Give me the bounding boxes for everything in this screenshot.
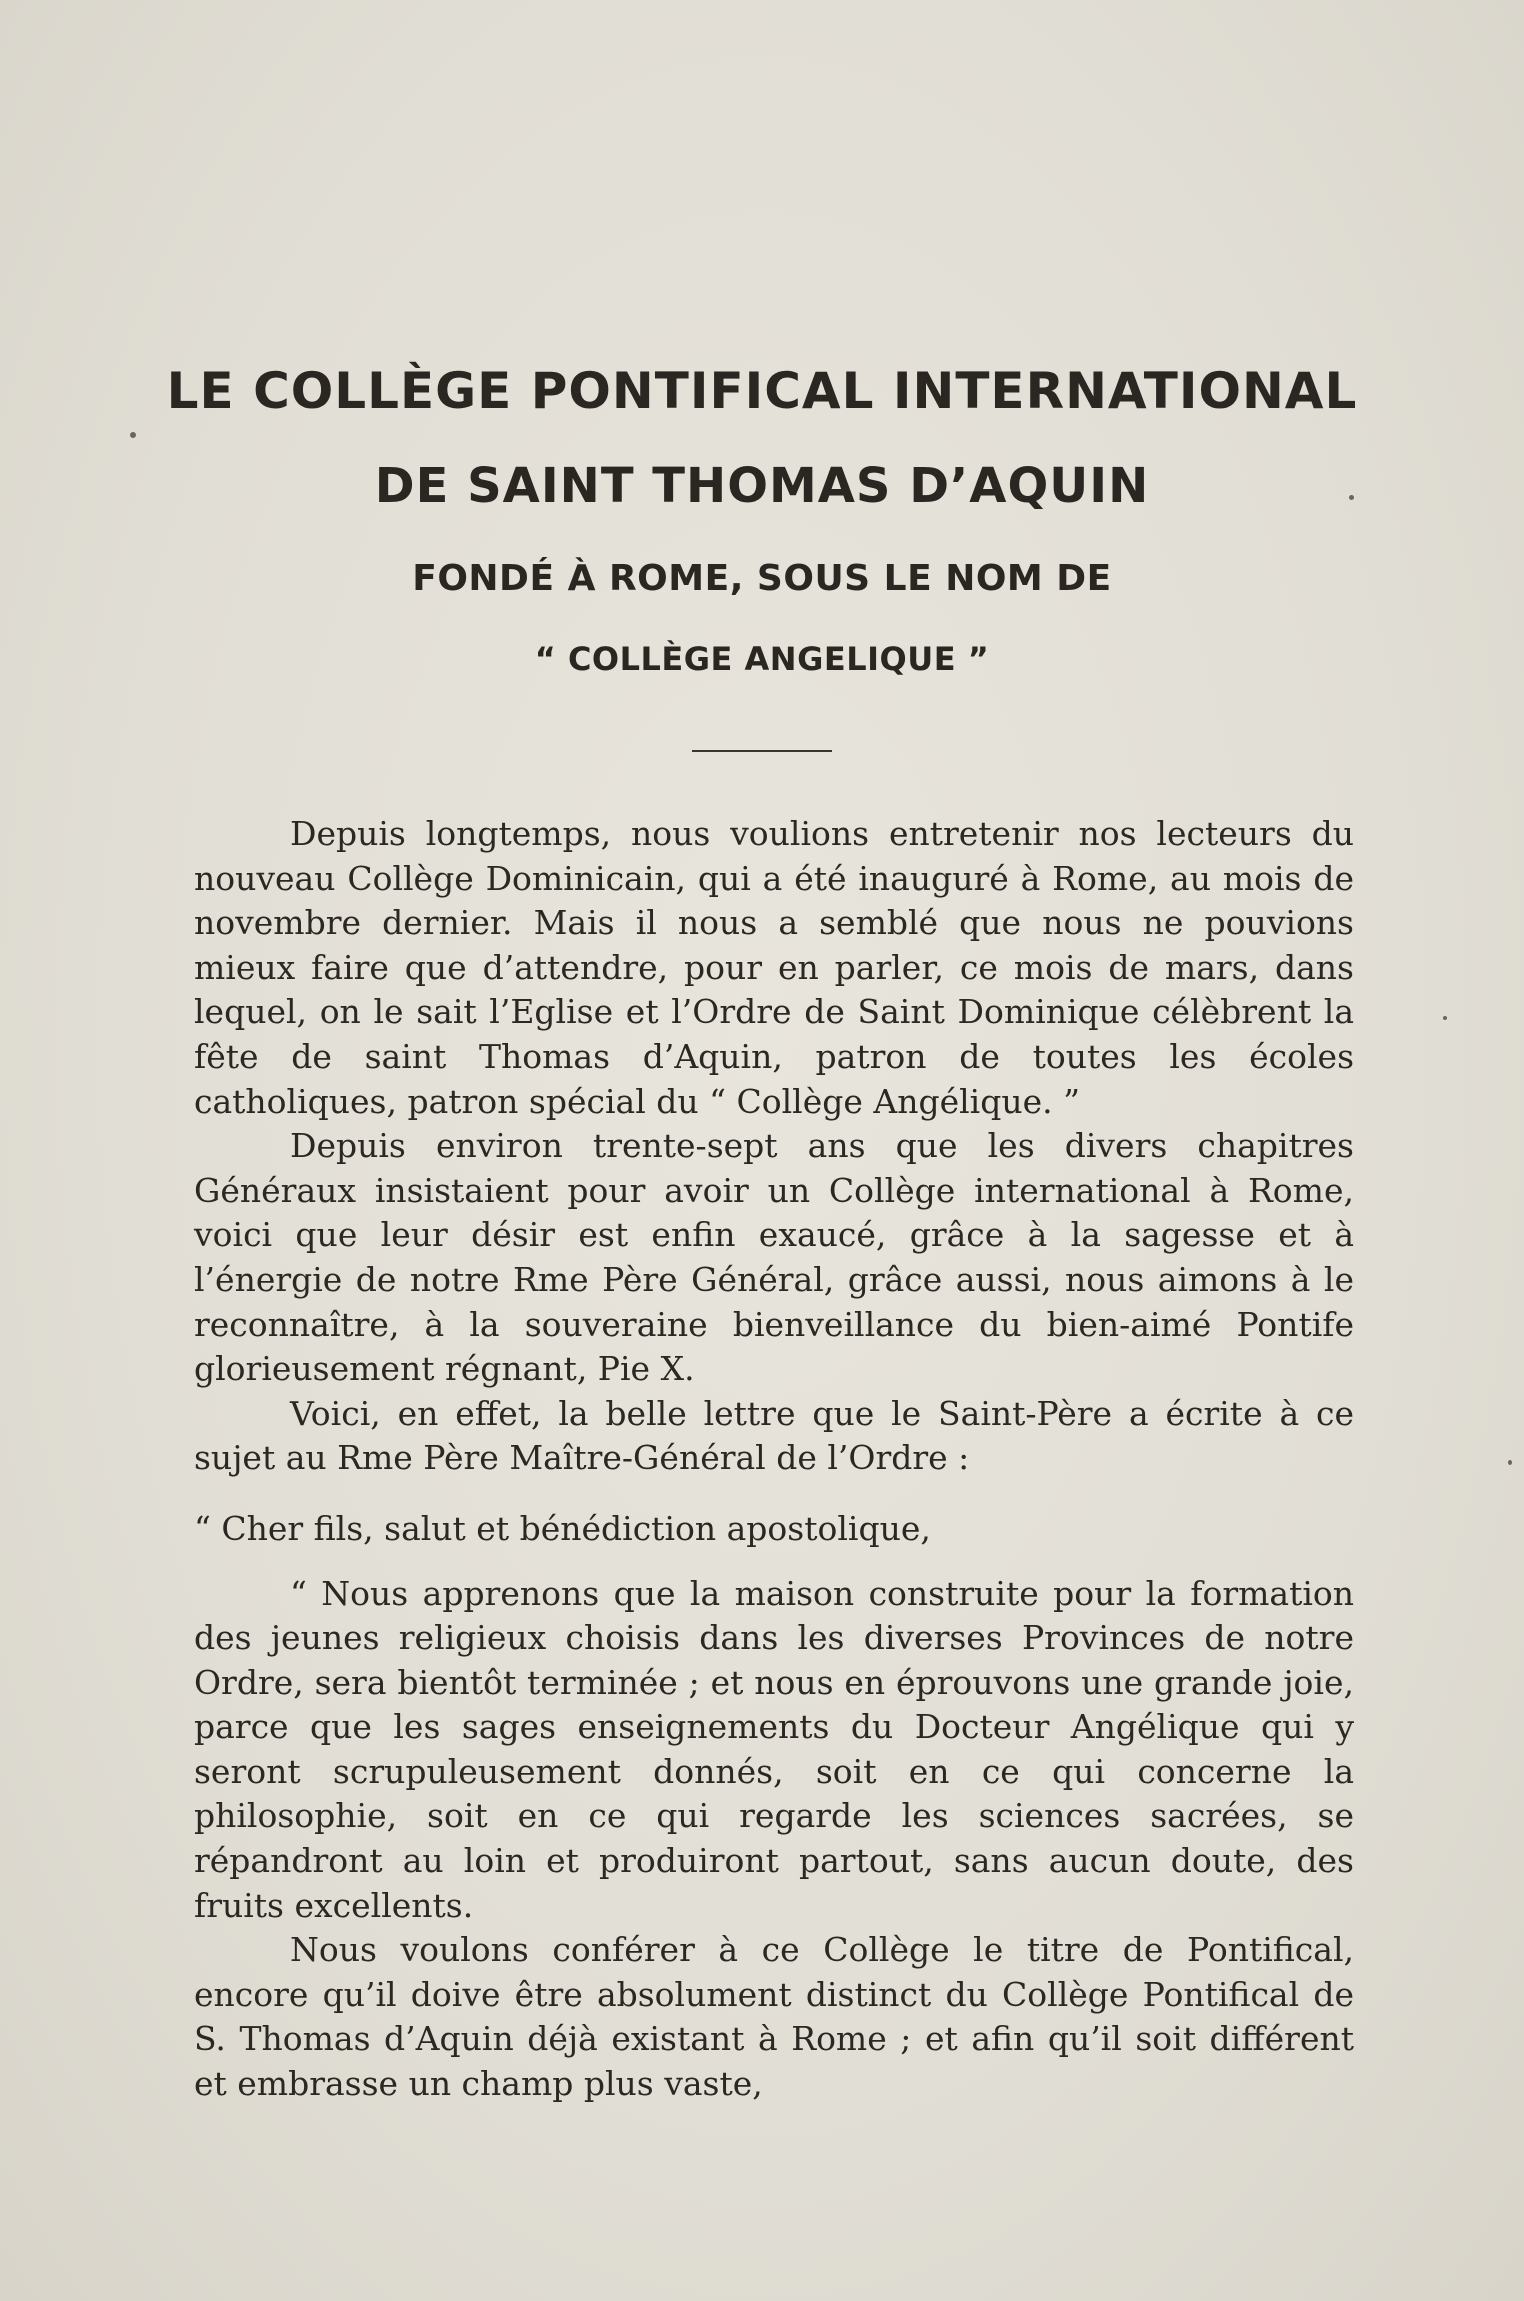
paragraph: Depuis environ trente-sept ans que les divers chapitres Généraux insistaient pour avoir un Collège international à Rome, voici que leur désir est enfin exaucé, grâce à la sagesse et à l’énergie de notre Rme Père Général, grâce aussi, nous aimons à le reconnaître, à la souveraine bienveillance du bien-aimé Pontife glorieusement régnant, Pie X. xyxy=(194,1126,1354,1389)
paragraph: Voici, en effet, la belle lettre que le Saint-Père a écrite à ce sujet au Rme Père Maître-Général de l’Ordre : xyxy=(194,1393,1354,1478)
paper-speck xyxy=(1349,495,1354,500)
section-divider xyxy=(692,750,832,752)
paragraph: Depuis longtemps, nous voulions entretenir nos lecteurs du nouveau Collège Dominicain, qui a été inauguré à Rome, au mois de novembre dernier. Mais il nous a semblé que nous ne pouvions mieux faire que d’attendre, pour en parler, ce mois de mars, dans lequel, on le sait l’Eglise et l’Ordre de Saint Dominique célèbrent la fête de saint Thomas d’Aquin, patron de toutes les écoles catholiques, patron spécial du “ Collège Angélique. ” xyxy=(194,814,1354,1121)
paper-speck xyxy=(130,432,136,438)
paper-speck xyxy=(1443,1016,1447,1020)
subtitle-name: “ COLLÈGE ANGELIQUE ” xyxy=(534,640,990,678)
paper-speck xyxy=(1508,1460,1512,1465)
body-text xyxy=(194,812,1354,2107)
title-line-1: LE COLLÈGE PONTIFICAL INTERNATIONAL xyxy=(166,362,1358,420)
paragraph: “ Nous apprenons que la maison construite pour la formation des jeunes religieux choisis dans les diverses Provinces de notre Ordre, sera bientôt terminée ; et nous en éprouvons une grande joie, parce que les sages enseignements du Docteur Angélique qui y seront scrupuleusement donnés, soit en ce qui concerne la philosophie, soit en ce qui regarde les sciences sacrées, se répandront au loin et produiront partout, sans aucun doute, des fruits excellents. xyxy=(194,1573,1354,1925)
salutation: “ Cher fils, salut et bénédiction apostolique, xyxy=(194,1508,931,1548)
paragraph: Nous voulons conférer à ce Collège le titre de Pontifical, encore qu’il doive être absolument distinct du Collège Pontifical de S. Thomas d’Aquin déjà existant à Rome ; et afin qu’il soit différent et embrasse un champ plus vaste, xyxy=(194,1930,1354,2104)
subtitle: FONDÉ À ROME, SOUS LE NOM DE xyxy=(412,558,1112,599)
title-line-2: DE SAINT THOMAS D’AQUIN xyxy=(374,458,1150,514)
